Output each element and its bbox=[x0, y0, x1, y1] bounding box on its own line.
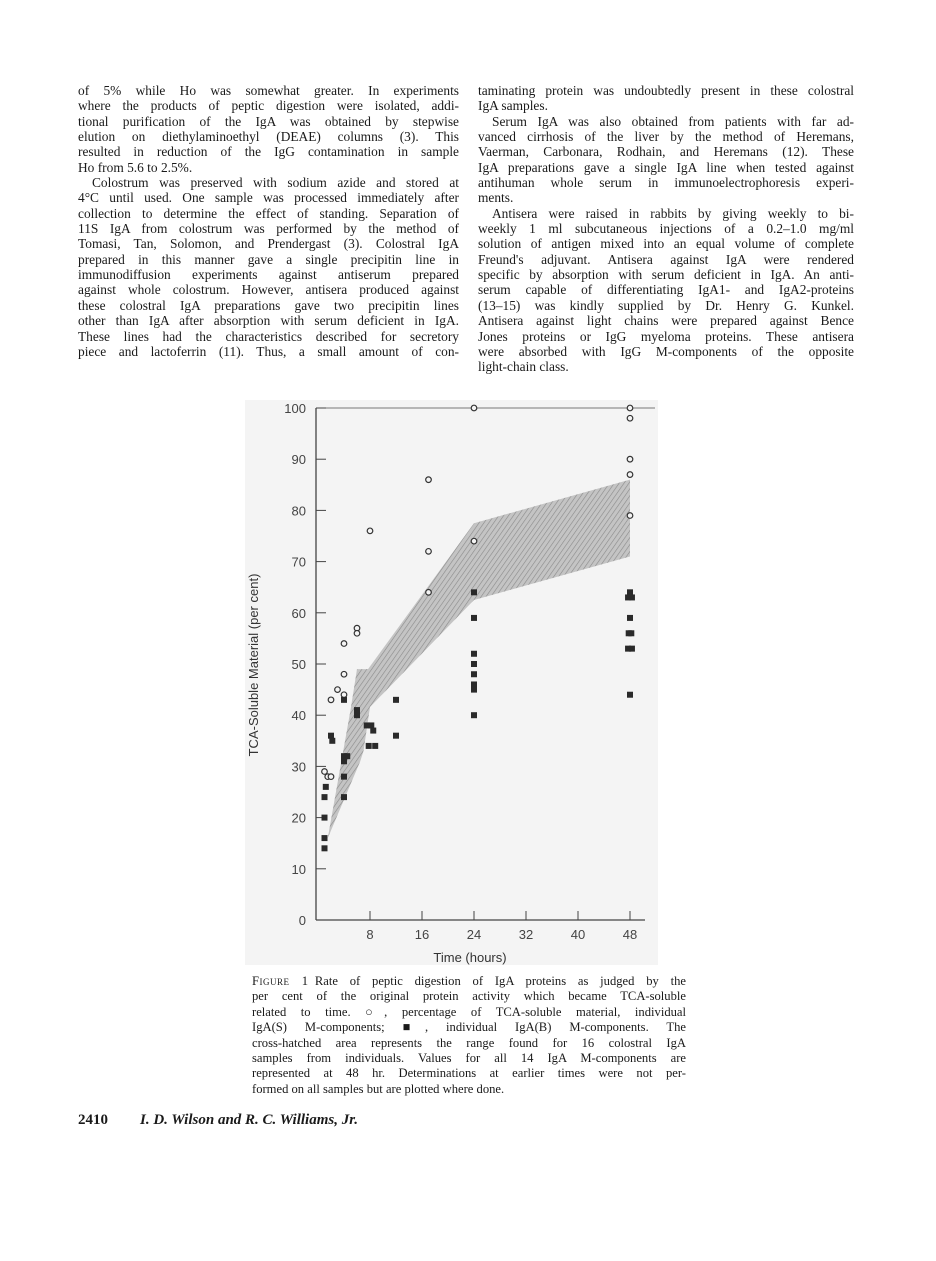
open-circle-point bbox=[354, 630, 360, 636]
open-circle-point bbox=[471, 538, 477, 544]
filled-square-point bbox=[368, 722, 374, 728]
y-tick-label: 0 bbox=[298, 913, 306, 928]
filled-square-point bbox=[471, 651, 477, 657]
text-line: prepared in this manner gave a single precipitin line in bbox=[78, 251, 459, 267]
filled-square-point bbox=[629, 646, 635, 652]
caption-text: Rate of peptic digestion of IgA proteins as judged by the bbox=[314, 974, 686, 988]
filled-square-point bbox=[471, 712, 477, 718]
text-line: Freund's adjuvant. Antisera against IgA were rendered bbox=[478, 251, 854, 267]
filled-square-point bbox=[322, 845, 328, 851]
filled-square-point bbox=[471, 671, 477, 677]
text-line: solution of antigen mixed into an equal volume of complete bbox=[478, 236, 854, 252]
text-line: (13–15) was kindly supplied by Dr. Henry G. Kunkel. bbox=[478, 297, 854, 313]
open-circle-point bbox=[341, 671, 347, 677]
filled-square-point bbox=[627, 589, 633, 595]
caption-line: samples from individuals. Values for all 14 IgA M-components are bbox=[252, 1050, 686, 1065]
filled-square-point bbox=[322, 835, 328, 841]
text-line: of 5% while Ho was somewhat greater. In experiments bbox=[78, 83, 459, 98]
filled-square-point bbox=[471, 687, 477, 693]
filled-square-point bbox=[341, 774, 347, 780]
text-line: specific by absorption with serum deficient in IgA. An anti- bbox=[478, 267, 854, 283]
caption-line: represented at 48 hr. Determinations at earlier times were not per- bbox=[252, 1066, 686, 1081]
caption-line bbox=[252, 974, 686, 989]
open-circle-point bbox=[627, 513, 633, 519]
text-line: Serum IgA was also obtained from patients with far ad- bbox=[492, 113, 854, 129]
text-line: light-chain class. bbox=[478, 359, 569, 375]
text-line: elution on diethylaminoethyl (DEAE) columns (3). This bbox=[78, 129, 459, 145]
filled-square-point bbox=[322, 815, 328, 821]
x-axis-title: Time (hours) bbox=[433, 950, 507, 965]
filled-square-point bbox=[393, 697, 399, 703]
y-tick-label: 60 bbox=[291, 605, 306, 621]
open-circle-point bbox=[426, 477, 432, 483]
y-tick-label: 40 bbox=[291, 708, 306, 724]
text-line: Antisera were raised in rabbits by giving weekly to bi- bbox=[492, 205, 854, 221]
caption-line: IgA(S) M-components; ■, individual IgA(B) M-components. The bbox=[252, 1020, 686, 1035]
text-line: Colostrum was preserved with sodium azide and stored at bbox=[92, 175, 459, 191]
x-tick-label: 8 bbox=[366, 927, 374, 942]
text-line: antihuman whole serum in immunoelectrophoresis experi- bbox=[478, 175, 854, 191]
open-circle-point bbox=[341, 692, 347, 698]
text-line: Tomasi, Tan, Solomon, and Prendergast (3). Colostral IgA bbox=[78, 236, 459, 252]
text-line: Ho from 5.6 to 2.5%. bbox=[78, 159, 193, 175]
filled-square-point bbox=[322, 794, 328, 800]
open-circle-point bbox=[328, 697, 334, 703]
filled-square-point bbox=[323, 784, 329, 790]
x-tick-label: 24 bbox=[466, 927, 482, 942]
filled-square-point bbox=[354, 707, 360, 713]
filled-square-point bbox=[627, 615, 633, 621]
running-authors: I. D. Wilson and R. C. Williams, Jr. bbox=[140, 1112, 358, 1128]
filled-square-point bbox=[341, 697, 347, 703]
filled-square-point bbox=[629, 594, 635, 600]
filled-square-point bbox=[328, 733, 334, 739]
filled-square-point bbox=[344, 753, 350, 759]
text-line: against whole colostrum. However, antisera produced against bbox=[78, 282, 459, 298]
y-tick-label: 30 bbox=[291, 759, 306, 775]
filled-square-point bbox=[393, 733, 399, 739]
x-tick-label: 32 bbox=[518, 927, 534, 942]
caption-line: per cent of the original protein activity which became TCA-soluble bbox=[252, 989, 686, 1004]
text-line: Vaerman, Carbonara, Rodhain, and Heremans (12). These bbox=[478, 144, 854, 160]
open-circle-point bbox=[426, 549, 432, 555]
y-tick-label: 10 bbox=[291, 861, 306, 877]
filled-square-point bbox=[341, 758, 347, 764]
open-circle-point bbox=[627, 415, 633, 421]
open-circle-point bbox=[328, 774, 334, 780]
text-line: these colostral IgA preparations gave two precipitin lines bbox=[78, 297, 459, 313]
filled-square-point bbox=[471, 681, 477, 687]
figure-background bbox=[245, 400, 658, 965]
text-line: resulted in reduction of the IgG contamination in sample bbox=[78, 144, 459, 160]
text-line: collection to determine the effect of standing. Separation of bbox=[78, 205, 459, 221]
open-circle-point bbox=[322, 769, 328, 775]
figure-caption bbox=[252, 974, 686, 1097]
filled-square-point bbox=[471, 589, 477, 595]
text-line: ments. bbox=[478, 190, 514, 206]
y-tick-label: 100 bbox=[284, 401, 306, 416]
open-circle-point bbox=[341, 641, 347, 647]
filled-square-point bbox=[372, 743, 378, 749]
text-line: 4°C until used. One sample was processed immediately after bbox=[78, 190, 459, 206]
text-line: IgA preparations gave a single IgA line when tested against bbox=[478, 159, 854, 175]
text-line: where the products of peptic digestion were isolated, addi- bbox=[78, 98, 459, 114]
text-line: IgA samples. bbox=[478, 98, 548, 114]
filled-square-point bbox=[354, 712, 360, 718]
filled-square-point bbox=[471, 615, 477, 621]
filled-square-point bbox=[471, 661, 477, 667]
y-tick-label: 80 bbox=[291, 503, 306, 519]
text-line: tional purification of the IgA was obtained by stepwise bbox=[78, 113, 459, 129]
caption-line: cross-hatched area represents the range found for 16 colostral IgA bbox=[252, 1035, 686, 1050]
y-axis-title: TCA-Soluble Material (per cent) bbox=[246, 573, 261, 757]
x-tick-label: 16 bbox=[414, 927, 430, 942]
open-circle-point bbox=[335, 687, 341, 693]
y-tick-label: 90 bbox=[291, 452, 306, 468]
filled-square-point bbox=[370, 728, 376, 734]
y-tick-label: 20 bbox=[291, 810, 306, 826]
filled-square-point bbox=[627, 692, 633, 698]
y-tick-label: 70 bbox=[291, 554, 306, 570]
text-line: vanced cirrhosis of the liver by the method of Heremans, bbox=[478, 129, 854, 145]
filled-square-point bbox=[626, 630, 632, 636]
text-line: Antisera against light chains were prepared against Bence bbox=[478, 313, 854, 329]
open-circle-point bbox=[471, 405, 477, 411]
text-line: 11S IgA from colostrum was performed by the method of bbox=[78, 221, 459, 237]
text-line: weekly 1 ml subcutaneous injections of a 0.2–1.0 mg/ml bbox=[478, 221, 854, 237]
open-circle-point bbox=[627, 405, 633, 411]
caption-line: related to time. ○, percentage of TCA-soluble material, individual bbox=[252, 1004, 686, 1019]
text-line: were absorbed with IgG M-components of the opposite bbox=[478, 343, 854, 359]
open-circle-point bbox=[367, 528, 373, 534]
text-line: immunodiffusion experiments against antiserum prepared bbox=[78, 267, 459, 283]
text-line: These lines had the characteristics described for secretory bbox=[78, 328, 459, 344]
text-line: piece and lactoferrin (11). Thus, a small amount of con- bbox=[78, 343, 459, 359]
text-line: taminating protein was undoubtedly present in these colostral bbox=[478, 83, 854, 98]
x-tick-label: 48 bbox=[622, 927, 638, 942]
page-number: 2410 bbox=[78, 1112, 108, 1128]
text-line: other than IgA after absorption with serum deficient in IgA. bbox=[78, 313, 459, 329]
open-circle-point bbox=[627, 472, 633, 478]
open-circle-point bbox=[426, 590, 432, 596]
filled-square-point bbox=[366, 743, 372, 749]
text-line: Jones proteins or IgG myeloma proteins. These antisera bbox=[478, 328, 854, 344]
filled-square-point bbox=[341, 794, 347, 800]
y-tick-label: 50 bbox=[291, 657, 306, 672]
figure-label: Figure 1 bbox=[252, 974, 309, 988]
caption-line: formed on all samples but are plotted where done. bbox=[252, 1081, 505, 1096]
filled-square-point bbox=[329, 738, 335, 744]
text-line: serum capable of differentiating IgA1- and IgA2-proteins bbox=[478, 282, 854, 298]
x-tick-label: 40 bbox=[570, 927, 586, 942]
open-circle-point bbox=[627, 456, 633, 462]
